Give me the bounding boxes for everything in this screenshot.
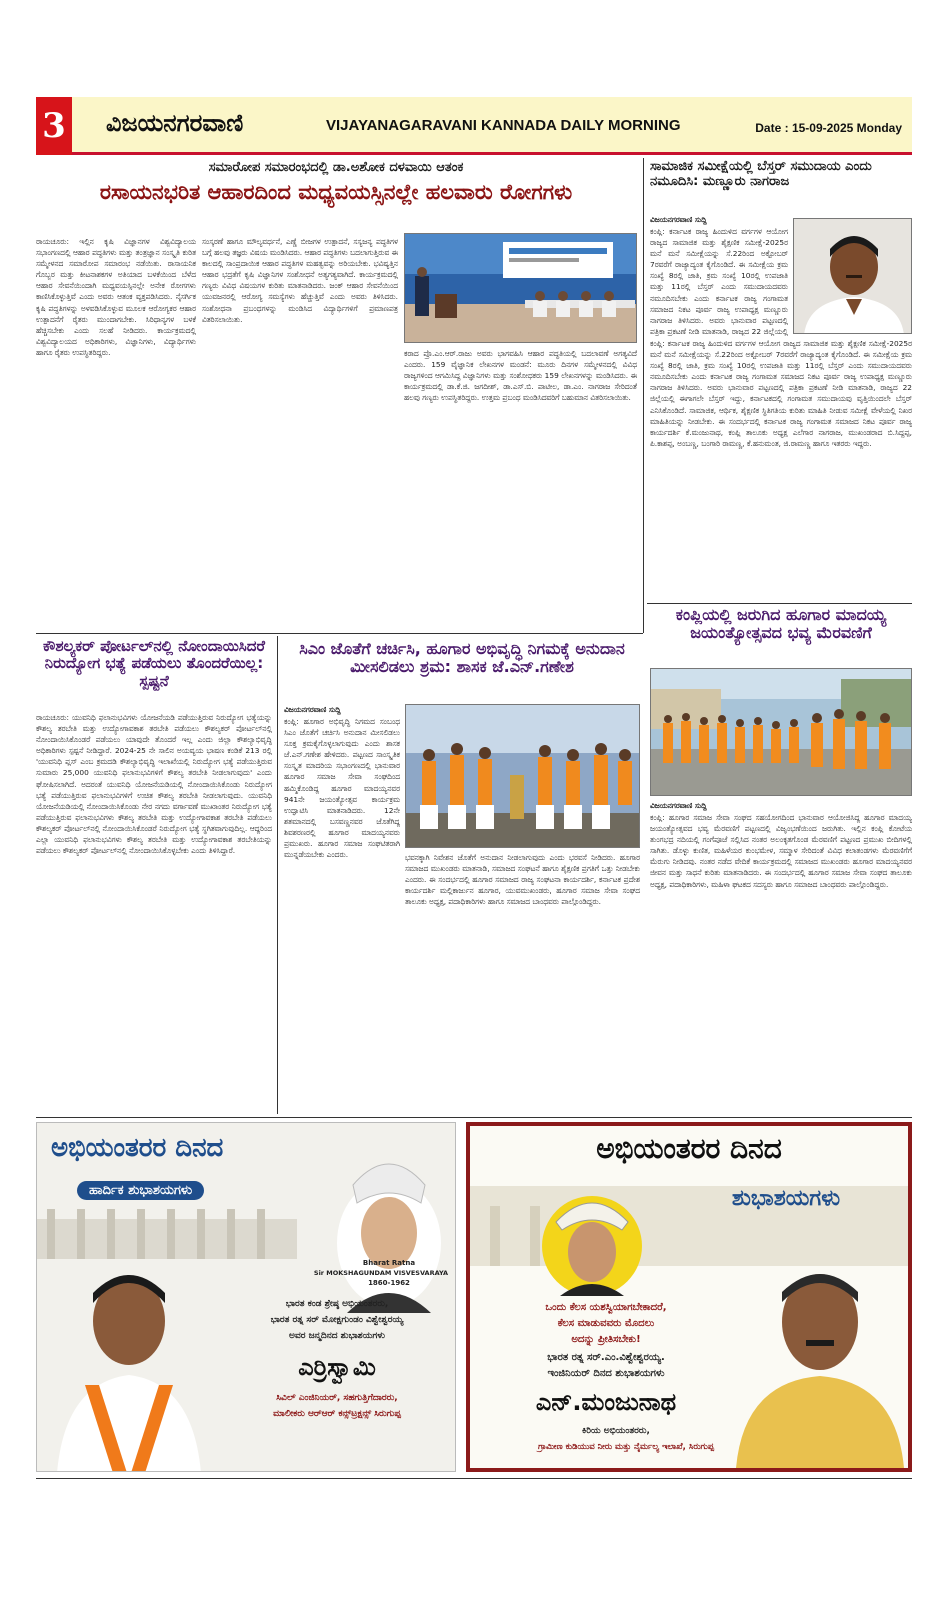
engineers-day-ad-right (466, 1122, 912, 1472)
issue-date: Date : 15-09-2025 Monday (755, 121, 902, 135)
ad-right-dept: ಗ್ರಾಮೀಣ ಕುಡಿಯುವ ನೀರು ಮತ್ತು ನೈರ್ಮಲ್ಯ ಇಲಾಖೆ, ಸಿರುಗುಪ್ಪ (538, 1442, 714, 1452)
ad-right-title: ಅಭಿಯಂತರರ ದಿನದ (596, 1132, 782, 1165)
ad-left-line-2: ಭಾರತ ರತ್ನ ಸರ್ ಮೋಕ್ಷಗುಂಡಂ ವಿಶ್ವೇಶ್ವರಯ್ಯ (270, 1315, 404, 1325)
lead-column-3: ಕರಾದ ಪ್ರೊ.ಎಂ.ಆರ್.ರಾಜು ಅವರು ಭಾಗವಹಿಸಿ ಆಹಾರ ಪದ್ಧತಿಯಲ್ಲಿ ಬದಲಾವಣೆ ಅಗತ್ಯವಿದೆ ಎಂದರು. 159 ವೈಜ್ಞಾನಿಕ ಲೇಖನಗಳ ಮಂಡನೆ: ಮೂರು ದಿನಗಳ ಸಮ್ಮೇಳನದಲ್ಲಿ ವಿವಿಧ ರಾಜ್ಯಗಳಿಂದ ಆಗಮಿಸಿದ್ದ ವಿಜ್ಞಾನಿಗಳು ಮತ್ತು ಸಂಶೋಧಕರು 159 ಲೇಖನಗಳನ್ನು ಮಂಡಿಸಿದರು. ಈ ಕಾರ್ಯಕ್ರಮದಲ್ಲಿ ಡಾ.ಕೆ.ಜಿ. ಜಗದೀಶ್, ಡಾ.ಎಸ್.ಬಿ. ಪಾಟೀಲ, ಡಾ.ಎಂ. ನಾಗರಾಜ ಸೇರಿದಂತೆ ಹಲವು ಗಣ್ಯರು ಉಪಸ್ಥಿತರಿದ್ದರು. ಉತ್ತಮ ಪ್ರಬಂಧ ಮಂಡಿಸಿದವರಿಗೆ ಬಹುಮಾನ ವಿತರಿಸಲಾಯಿತು. (404, 349, 637, 403)
ad-right-line-5: ಇಂಜಿನಿಯರ್ ದಿನದ ಶುಭಾಶಯಗಳು (547, 1368, 665, 1379)
ad-left-name: ಎರ್ರಿಸ್ವಾಮಿ (298, 1353, 376, 1381)
portrait-caption-1: Bharat Ratna (362, 1259, 416, 1267)
ad-right-line-2: ಕೆಲಸ ಮಾಡುವವರು ಮೊದಲು (557, 1318, 655, 1329)
portrait-image (794, 219, 912, 334)
cm-event-photo-image (406, 705, 640, 848)
cm-body-right: ಭವನಕ್ಕಾಗಿ ನಿವೇಶನ ಜೊತೆಗೆ ಅನುದಾನ ನೀಡಲಾಗುವುದು ಎಂದು ಭರವಸೆ ನೀಡಿದರು. ಹೂಗಾರ ಸಮಾಜದ ಮುಖಂಡರು ಮಾತನಾಡಿ, ಸಮಾಜದ ಸಂಘಟನೆ ಹಾಗೂ ಶೈಕ್ಷಣಿಕ ಪ್ರಗತಿಗೆ ಒತ್ತು ನೀಡಬೇಕು ಎಂದರು. ಈ ಸಂದರ್ಭದಲ್ಲಿ ಹೂಗಾರ ಸಮಾಜದ ರಾಜ್ಯ ಸಂಘಟನಾ ಕಾರ್ಯದರ್ಶಿ, ಕರ್ನಾಟಕ ಪ್ರದೇಶ ಕಾರ್ಯದರ್ಶಿ ಮಲ್ಲಿಕಾರ್ಜುನ ಹೂಗಾರ, ಯುವಮುಖಂಡರು, ಹೂಗಾರ ಸಮಾಜ ಸೇವಾ ಸಂಘದ ತಾಲೂಕು ಅಧ್ಯಕ್ಷ, ಪದಾಧಿಕಾರಿಗಳು ಹಾಗೂ ಸಮಾಜದ ಬಾಂಧವರು ಪಾಲ್ಗೊಂಡಿದ್ದರು. (405, 853, 640, 907)
ad-left-line-3: ಅವರ ಜನ್ಮದಿನದ ಶುಭಾಶಯಗಳು (289, 1331, 385, 1341)
procession-photo (650, 668, 912, 796)
lead-column-2: ಸಂಸ್ಕರಣೆ ಹಾಗೂ ಮೌಲ್ಯವರ್ಧನೆ, ಎಣ್ಣೆ ಬೀಜಗಳ ಉತ್ಪಾದನೆ, ಸಸ್ಯಜನ್ಯ ಪದ್ಧತಿಗಳ ಬಗ್ಗೆ ಹಲವು ತಜ್ಞರು ವಿಷಯ ಮಂಡಿಸಿದರು. ಆಹಾರ ಪದ್ಧತಿಗಳು ಬದಲಾಗುತ್ತಿರುವ ಈ ಕಾಲದಲ್ಲಿ ಸಾಂಪ್ರದಾಯಿಕ ಆಹಾರ ಪದ್ಧತಿಗಳ ಮಹತ್ವವನ್ನು ಅರಿಯಬೇಕು. ಭವಿಷ್ಯತ್ತಿನ ಆಹಾರ ಭದ್ರತೆಗೆ ಕೃಷಿ ವಿಜ್ಞಾನಿಗಳ ಸಂಶೋಧನೆ ಅತ್ಯಗತ್ಯವಾಗಿದೆ. ಕಾರ್ಯಕ್ರಮದಲ್ಲಿ ಗಣ್ಯರು ವಿವಿಧ ವಿಷಯಗಳ ಕುರಿತು ಮಾತನಾಡಿದರು. ಜಂಕ್ ಆಹಾರ ಸೇವನೆಯಿಂದ ಯುವಜನರಲ್ಲಿ ಆರೋಗ್ಯ ಸಮಸ್ಯೆಗಳು ಹೆಚ್ಚುತ್ತಿವೆ ಎಂದು ಅವರು ತಿಳಿಸಿದರು. ಸಂಶೋಧನಾ ಪ್ರಬಂಧಗಳನ್ನು ಮಂಡಿಸಿದ ವಿದ್ಯಾರ್ಥಿಗಳಿಗೆ ಪ್ರಮಾಣಪತ್ರ ವಿತರಿಸಲಾಯಿತು. (202, 237, 398, 324)
procession-photo-image (651, 669, 912, 796)
cm-body-left: ಕಂಪ್ಲಿ: ಹೂಗಾರ ಅಭಿವೃದ್ಧಿ ನಿಗಮದ ಸಂಬಂಧ ಸಿಎಂ ಜೊತೆಗೆ ಚರ್ಚಿಸಿ ಅನುದಾನ ಮೀಸಲಿಡಲು ಸೂಕ್ತ ಕ್ರಮಕೈಗೊಳ್ಳಲಾಗುವುದು ಎಂದು ಶಾಸಕ ಜೆ.ಎನ್.ಗಣೇಶ ಹೇಳಿದರು. ಪಟ್ಟಣದ ಸಾಂಸ್ಕೃತಿಕ ಸಂಸ್ಕೃತ ಮಾದರಿಯ ಸಭಾಂಗಣದಲ್ಲಿ ಭಾನುವಾರ ಹೂಗಾರ ಸಮಾಜ ಸೇವಾ ಸಂಘದಿಂದ ಹಮ್ಮಿಕೊಂಡಿದ್ದ ಹೂಗಾರ ಮಾದಯ್ಯನವರ 941ನೇ ಜಯಂತ್ಯೋತ್ಸವ ಕಾರ್ಯಕ್ರಮ ಉದ್ಘಾಟಿಸಿ ಮಾತನಾಡಿದರು. 12ನೇ ಶತಮಾನದಲ್ಲಿ ಬಸವಣ್ಣನವರ ಜೊತೆಗಿದ್ದ ಶಿವಶರಣರಲ್ಲಿ ಹೂಗಾರ ಮಾದಯ್ಯನವರು ಪ್ರಮುಖರು. ಹೂಗಾರ ಸಮಾಜ ಸಂಘಟಿತರಾಗಿ ಮುನ್ನಡೆಯಬೇಕು ಎಂದರು. (284, 717, 400, 860)
ad-right-line-1: ಒಂದು ಕೆಲಸ ಯಶಸ್ವಿಯಾಗಬೇಕಾದರೆ, (545, 1302, 667, 1313)
portrait-caption-2: Sir MOKSHAGUNDAM VISVESVARAYA (313, 1269, 449, 1277)
samajika-body: ಕಂಪ್ಲಿ: ಕರ್ನಾಟಕ ರಾಜ್ಯ ಹಿಂದುಳಿದ ವರ್ಗಗಳ ಆಯೋಗ ರಾಜ್ಯದ ಸಾಮಾಜಿಕ ಮತ್ತು ಶೈಕ್ಷಣಿಕ ಸಮೀಕ್ಷೆ-2025ರ ಮನೆ ಮನೆ ಸಮೀಕ್ಷೆಯನ್ನು ಸೆ.22ರಿಂದ ಅಕ್ಟೋಬರ್ 7ರವರೆಗೆ ರಾಜ್ಯಾದ್ಯಂತ ಕೈಗೊಂಡಿದೆ. ಈ ಸಮೀಕ್ಷೆಯ ಕ್ರಮ ಸಂಖ್ಯೆ 8ರಲ್ಲಿ ಜಾತಿ, ಕ್ರಮ ಸಂಖ್ಯೆ 10ರಲ್ಲಿ ಉಪಜಾತಿ ಮತ್ತು 11ರಲ್ಲಿ ಬೆಸ್ತರ್ ಎಂದು ಸಮುದಾಯದವರು ನಮೂದಿಸಬೇಕು ಎಂದು ಕರ್ನಾಟಕ ರಾಜ್ಯ ಗಂಗಾಮತ ಸಮಾಜದ ನಿಕಟ ಪೂರ್ವ ರಾಜ್ಯ ಉಪಾಧ್ಯಕ್ಷ ಮಣ್ಣೂರು ನಾಗರಾಜ ತಿಳಿಸಿದರು. ಅವರು ಭಾನುವಾರ ಪಟ್ಟಣದಲ್ಲಿ ಪತ್ರಿಕಾ ಪ್ರಕಟಣೆ ನೀಡಿ ಮಾತನಾಡಿ, ರಾಜ್ಯದ 22 ಜಿಲ್ಲೆಯಲ್ಲಿ ಈಗಾಗಲೇ ಬೆಸ್ತರ್ ಇದ್ದು, ಕರ್ನಾಟಕದಲ್ಲಿ ಗಂಗಾಮತ ಸಮುದಾಯವು ವೃತ್ತಿಯಿಂದಲೇ ಬೆಸ್ತರ್ ಎನಿಸಿಕೊಂಡಿದೆ. ಸಾಮಾಜಿಕ, ಆರ್ಥಿಕ, ಶೈಕ್ಷಣಿಕ ಸ್ಥಿತಿಗತಿಯ ಕುರಿತು ಮಾಹಿತಿ ನೀಡುವ ಸಮೀಕ್ಷೆ ವೇಳೆಯಲ್ಲಿ ನಿಖರ ಮಾಹಿತಿಯನ್ನು ನೀಡಬೇಕು. ಈ ಸಂದರ್ಭದಲ್ಲಿ ಕರ್ನಾಟಕ ರಾಜ್ಯ ಗಂಗಾಮತ ಸಮಾಜದ ನಿಕಟ ಪೂರ್ವ ರಾಜ್ಯ ಕಾರ್ಯದರ್ಶಿ ಕೆ.ಮಂಜುನಾಥ, ಕಂಪ್ಲಿ ತಾಲೂಕು ಅಧ್ಯಕ್ಷ ಎಲೆಗಾರ ನಾಗರಾಜ, ಮುಖಂಡರಾದ ಬಿ.ಸಿದ್ದಪ್ಪ, ಪಿ.ಕಾಶಪ್ಪ, ಅಂಬಣ್ಣ, ಬಂಗಾರಿ ರಾಮಣ್ಣ, ಕೆ.ಹನುಮಂತ, ಜಿ.ರಾಮಣ್ಣ ಹಾಗೂ ಇತರರು ಇದ್ದರು. (650, 339, 912, 448)
masthead-title-english: VIJAYANAGARAVANI KANNADA DAILY MORNING (326, 117, 681, 134)
ad-left-line-1: ಭಾರತ ಕಂಡ ಶ್ರೇಷ್ಠ ಅಭಿಯಂತರರು, (285, 1299, 389, 1309)
lead-column-1: ರಾಯಚೂರು: ಇಲ್ಲಿನ ಕೃಷಿ ವಿಜ್ಞಾನಗಳ ವಿಶ್ವವಿದ್ಯಾಲಯ ಸಭಾಂಗಣದಲ್ಲಿ ಆಹಾರ ಪದ್ಧತಿಗಳು ಮತ್ತು ತಂತ್ರಜ್ಞಾನ ಸಂಸ್ಕೃತಿ ಕುರಿತ ಸಮ್ಮೇಳನದ ಸಮಾರೋಪ ಸಮಾರಂಭ ನಡೆಯಿತು. ರಾಸಾಯನಿಕ ಗೊಬ್ಬರ ಮತ್ತು ಕೀಟನಾಶಕಗಳ ಅತಿಯಾದ ಬಳಕೆಯಿಂದ ಬೆಳೆದ ಆಹಾರ ಸೇವನೆಯಿಂದಾಗಿ ಮಧ್ಯವಯಸ್ಸಿನಲ್ಲೇ ಅನೇಕ ರೋಗಗಳು ಕಾಣಿಸಿಕೊಳ್ಳುತ್ತಿವೆ ಎಂದು ಅವರು ಆತಂಕ ವ್ಯಕ್ತಪಡಿಸಿದರು. ನೈಸರ್ಗಿಕ ಕೃಷಿ ಪದ್ಧತಿಗಳನ್ನು ಅಳವಡಿಸಿಕೊಳ್ಳುವ ಮೂಲಕ ಆರೋಗ್ಯಕರ ಆಹಾರ ಉತ್ಪಾದನೆಗೆ ರೈತರು ಮುಂದಾಗಬೇಕು. ಸಿರಿಧಾನ್ಯಗಳ ಬಳಕೆ ಹೆಚ್ಚಿಸಬೇಕು ಎಂದು ಸಲಹೆ ನೀಡಿದರು. ಕಾರ್ಯಕ್ರಮದಲ್ಲಿ ವಿಶ್ವವಿದ್ಯಾಲಯದ ಅಧಿಕಾರಿಗಳು, ವಿಜ್ಞಾನಿಗಳು, ವಿದ್ಯಾರ್ಥಿಗಳು ಹಾಗೂ ರೈತರು ಉಪಸ್ಥಿತರಿದ್ದರು. (36, 237, 196, 357)
lead-kicker: ಸಮಾರೋಪ ಸಮಾರಂಭದಲ್ಲಿ ಡಾ.ಅಶೋಕ ದಳವಾಯಿ ಆತಂಕ (208, 160, 464, 175)
cm-headline: ಸಿಎಂ ಜೊತೆಗೆ ಚರ್ಚಿಸಿ, ಹೂಗಾರ ಅಭಿವೃದ್ಧಿ ನಿಗಮಕ್ಕೆ ಅನುದಾನ ಮೀಸಲಿಡಲು ಶ್ರಮ: ಶಾಸಕ ಜೆ.ಎನ್.ಗಣೇಶ (299, 639, 625, 677)
section-divider (36, 633, 643, 634)
ad-right-name: ಎನ್.ಮಂಜುನಾಥ (535, 1388, 677, 1416)
engineers-day-ad-left (36, 1122, 456, 1472)
nagaraj-portrait (793, 218, 912, 334)
ad-right-background (470, 1126, 908, 1468)
procession-headline: ಕಂಪ್ಲಿಯಲ್ಲಿ ಜರುಗಿದ ಹೂಗಾರ ಮಾದಯ್ಯ ಜಯಂತ್ಯೋತ್ಸವದ ಭವ್ಯ ಮೆರವಣಿಗೆ (675, 605, 887, 643)
masthead-title-kannada: ವಿಜಯನಗರವಾಣಿ (106, 109, 244, 137)
portal-body: ರಾಯಚೂರು: ಯುವನಿಧಿ ಫಲಾನುಭವಿಗಳು ಯೋಜನೆಯಡಿ ಪಡೆಯುತ್ತಿರುವ ನಿರುದ್ಯೋಗ ಭತ್ಯೆಯನ್ನು ಕೌಶಲ್ಯ ತರಬೇತಿ ಮತ್ತು ಉದ್ಯೋಗಾವಕಾಶ ತರಬೇತಿ ಪಡೆಯಲು ಕೌಶಲ್ಯಕರ್ ಪೋರ್ಟಲ್‌ನಲ್ಲಿ ನೋಂದಾಯಿಸಿಕೊಂಡರೆ ಪಡೆಯಲು ಯಾವುದೇ ತೊಂದರೆ ಇಲ್ಲ ಎಂದು ಜಿಲ್ಲಾ ಕೌಶಲ್ಯಾಭಿವೃದ್ಧಿ ಅಧಿಕಾರಿಗಳು ಸ್ಪಷ್ಟನೆ ನೀಡಿದ್ದಾರೆ. 2024-25 ನೇ ಸಾಲಿನ ಅಯವ್ಯಯ ಭಾಷಣ ಕಂಡಿಕೆ 213 ರಲ್ಲಿ 'ಯುವನಿಧಿ ಪ್ಲಸ್ ಎಂಬ ಕ್ರಮದಡಿ ಕೌಶಲ್ಯಾಭಿವೃದ್ಧಿ ಇಲಾಖೆಯಲ್ಲಿ ನಿರುದ್ಯೋಗ ಭತ್ಯೆ ಪಡೆಯುತ್ತಿರುವ ಸುಮಾರು 25,000 ಯುವನಿಧಿ ಫಲಾನುಭವಿಗಳಿಗೆ ಕೌಶಲ್ಯ ತರಬೇತಿ ನೀಡಲಾಗುವುದು' ಎಂದು ಘೋಷಿಸಲಾಗಿದೆ. ಅದರಂತೆ ಯುವನಿಧಿ ಯೋಜನೆಯಡಿಯಲ್ಲಿ ನೋಂದಾಯಿಸಿಕೊಂಡು ನಿರುದ್ಯೋಗ ಭತ್ಯೆ ಪಡೆಯುತ್ತಿರುವ ಫಲಾನುಭವಿಗಳಿಗೆ ಉಚಿತ ಕೌಶಲ್ಯ ತರಬೇತಿ ನೀಡಲಾಗುವುದು. ಯುವನಿಧಿ ಯೋಜನೆಯಡಿಯಲ್ಲಿ ನೋಂದಾಯಿಸಿಕೊಂಡು ನೇರ ನಗದು ವರ್ಗಾವಣೆ ಮುಖಾಂತರ ನಿರುದ್ಯೋಗ ಭತ್ಯೆ ಪಡೆಯುತ್ತಿರುವ ಫಲಾನುಭವಿಗಳು ಕೌಶಲ್ಯ ತರಬೇತಿ ಮತ್ತು ಉದ್ಯೋಗಾವಕಾಶ ತರಬೇತಿ ಪಡೆಯಲು ಕೌಶಲ್ಯಕರ್ ಪೋರ್ಟಲ್‌ನಲ್ಲಿ ನೋಂದಾಯಿಸಿಕೊಂಡರೆ ನಿರುದ್ಯೋಗ ಭತ್ಯೆ ಸ್ಥಗಿತವಾಗುವುದಿಲ್ಲ. ಆದ್ದರಿಂದ ಎಲ್ಲಾ ಯುವನಿಧಿ ಫಲಾನುಭವಿಗಳು ಕೌಶಲ್ಯ ತರಬೇತಿ ಮತ್ತು ಉದ್ಯೋಗಾವಕಾಶ ತರಬೇತಿಯನ್ನು ಪಡೆಯಲು ಕೌಶಲ್ಯಕರ್ ಪೋರ್ಟಲ್‌ನಲ್ಲಿ ನೋಂದಾಯಿಸಿಕೊಳ್ಳಬೇಕು ಎಂದು ತಿಳಿಸಿದ್ದಾರೆ. (36, 713, 272, 856)
page-number: 3 (36, 97, 72, 155)
cm-event-photo (405, 704, 640, 848)
ad-left-subtitle: ಹಾರ್ದಿಕ ಶುಭಾಶಯಗಳು (77, 1181, 204, 1200)
masthead (36, 97, 912, 155)
procession-body: ಕಂಪ್ಲಿ: ಹೂಗಾರ ಸಮಾಜ ಸೇವಾ ಸಂಘದ ಸಹಯೋಗದಿಂದ ಭಾನುವಾರ ಆಯೋಜಿಸಿದ್ದ ಹೂಗಾರ ಮಾದಯ್ಯ ಜಯಂತ್ಯೋತ್ಸವದ ಭವ್ಯ ಮೆರವಣಿಗೆ ಪಟ್ಟಣದಲ್ಲಿ ವಿಜೃಂಭಣೆಯಿಂದ ಜರುಗಿತು. ಇಲ್ಲಿನ ಕಂಪ್ಲಿ ಕೋಟೆಯ ತುಂಗಭದ್ರ ನದಿಯಲ್ಲಿ ಗಂಗೆಪೂಜೆ ಸಲ್ಲಿಸಿದ ನಂತರ ಅಲಂಕೃತಗೊಂಡ ಮೆರವಣಿಗೆ ಪಟ್ಟಣದ ಪ್ರಮುಖ ಬೀದಿಗಳಲ್ಲಿ ಸಾಗಿತು. ಡೊಳ್ಳು ಕುಣಿತ, ಮಹಿಳೆಯರ ಕುಂಭಮೇಳ, ಸಮ್ಮಾಳ ಸೇರಿದಂತೆ ವಿವಿಧ ಕಲಾತಂಡಗಳು ಮೆರವಣಿಗೆಗೆ ಮೆರುಗು ನೀಡಿದವು. ನಂತರ ನಡೆದ ವೇದಿಕೆ ಕಾರ್ಯಕ್ರಮದಲ್ಲಿ ಸಮಾಜದ ಮುಖಂಡರು ಹೂಗಾರ ಮಾದಯ್ಯನವರ ಜೀವನ ಮತ್ತು ಸಾಧನೆ ಕುರಿತು ಮಾತನಾಡಿದರು. ಈ ಸಂದರ್ಭದಲ್ಲಿ ಹೂಗಾರ ಸಮಾಜ ಸೇವಾ ಸಂಘದ ತಾಲೂಕು ಅಧ್ಯಕ್ಷ, ಪದಾಧಿಕಾರಿಗಳು, ಮಹಿಳಾ ಘಟಕದ ಸದಸ್ಯರು ಹಾಗೂ ಸಮಾಜದ ಬಾಂಧವರು ಪಾಲ್ಗೊಂಡಿದ್ದರು. (650, 813, 912, 889)
cm-byline: ವಿಜಯನಗರವಾಣಿ ಸುದ್ದಿ (284, 705, 341, 714)
page-bottom-rule (36, 1478, 912, 1479)
ad-left-background (37, 1123, 456, 1472)
ad-left-firm: ಮಾಲೀಕರು ಆರ್‌ಆರ್ ಕನ್ಸ್‌ಟ್ರಕ್ಷನ್ಸ್ ಸಿರುಗುಪ್ಪ (273, 1409, 401, 1419)
ad-right-line-4: ಭಾರತ ರತ್ನ ಸರ್.ಎಂ.ವಿಶ್ವೇಶ್ವರಯ್ಯ. (547, 1352, 665, 1363)
column-divider (277, 636, 278, 1114)
samajika-headline: ಸಾಮಾಜಿಕ ಸಮೀಕ್ಷೆಯಲ್ಲಿ ಬೆಸ್ತರ್ ಸಮುದಾಯ ಎಂದು ನಮೂದಿಸಿ: ಮಣ್ಣೂರು ನಾಗರಾಜ (650, 159, 872, 189)
ad-left-title: ಅಭಿಯಂತರರ ದಿನದ (51, 1133, 224, 1163)
ad-right-role: ಕಿರಿಯ ಅಭಿಯಂತರರು, (582, 1426, 650, 1436)
samajika-lede: ಕಂಪ್ಲಿ: ಕರ್ನಾಟಕ ರಾಜ್ಯ ಹಿಂದುಳಿದ ವರ್ಗಗಳ ಆಯೋಗ ರಾಜ್ಯದ ಸಾಮಾಜಿಕ ಮತ್ತು ಶೈಕ್ಷಣಿಕ ಸಮೀಕ್ಷೆ-2025ರ ಮನೆ ಮನೆ ಸಮೀಕ್ಷೆಯನ್ನು ಸೆ.22ರಿಂದ ಅಕ್ಟೋಬರ್ 7ರವರೆಗೆ ರಾಜ್ಯಾದ್ಯಂತ ಕೈಗೊಂಡಿದೆ. ಈ ಸಮೀಕ್ಷೆಯ ಕ್ರಮ ಸಂಖ್ಯೆ 8ರಲ್ಲಿ ಜಾತಿ, ಕ್ರಮ ಸಂಖ್ಯೆ 10ರಲ್ಲಿ ಉಪಜಾತಿ ಮತ್ತು 11ರಲ್ಲಿ ಬೆಸ್ತರ್ ಎಂದು ಸಮುದಾಯದವರು ನಮೂದಿಸಬೇಕು ಎಂದು ಕರ್ನಾಟಕ ರಾಜ್ಯ ಗಂಗಾಮತ ಸಮಾಜದ ನಿಕಟ ಪೂರ್ವ ರಾಜ್ಯ ಉಪಾಧ್ಯಕ್ಷ ಮಣ್ಣೂರು ನಾಗರಾಜ ತಿಳಿಸಿದರು. ಅವರು ಭಾನುವಾರ ಪಟ್ಟಣದಲ್ಲಿ ಪತ್ರಿಕಾ ಪ್ರಕಟಣೆ ನೀಡಿ ಮಾತನಾಡಿ, ರಾಜ್ಯದ 22 ಜಿಲ್ಲೆಯಲ್ಲಿ (650, 227, 788, 336)
seminar-photo (404, 233, 637, 343)
ad-left-role: ಸಿವಿಲ್ ಎಂಜಿನಿಯರ್, ಸಹಗುತ್ತಿಗೆದಾರರು, (276, 1393, 398, 1403)
column-divider (643, 158, 644, 633)
portal-headline: ಕೌಶಲ್ಯಕರ್ ಪೋರ್ಟಲ್‌ನಲ್ಲಿ ನೋಂದಾಯಿಸಿದರೆ ನಿರುದ್ಯೋಗ ಭತ್ಯೆ ಪಡೆಯಲು ತೊಂದರೆಯಿಲ್ಲ: ಸ್ಪಷ್ಟನೆ (43, 637, 265, 690)
portrait-caption-3: 1860-1962 (368, 1279, 410, 1287)
section-divider (36, 1117, 912, 1118)
section-divider (647, 603, 912, 604)
ad-right-line-3: ಅದನ್ನು ಪ್ರೀತಿಸಬೇಕು! (571, 1334, 641, 1345)
ad-right-subtitle: ಶುಭಾಶಯಗಳು (731, 1186, 841, 1211)
lead-headline: ರಸಾಯನಭರಿತ ಆಹಾರದಿಂದ ಮಧ್ಯವಯಸ್ಸಿನಲ್ಲೇ ಹಲವಾರು ರೋಗಗಳು (99, 180, 573, 204)
procession-byline: ವಿಜಯನಗರವಾಣಿ ಸುದ್ದಿ (650, 801, 707, 810)
seminar-photo-image (405, 234, 637, 343)
samajika-byline: ವಿಜಯನಗರವಾಣಿ ಸುದ್ದಿ (650, 215, 707, 224)
